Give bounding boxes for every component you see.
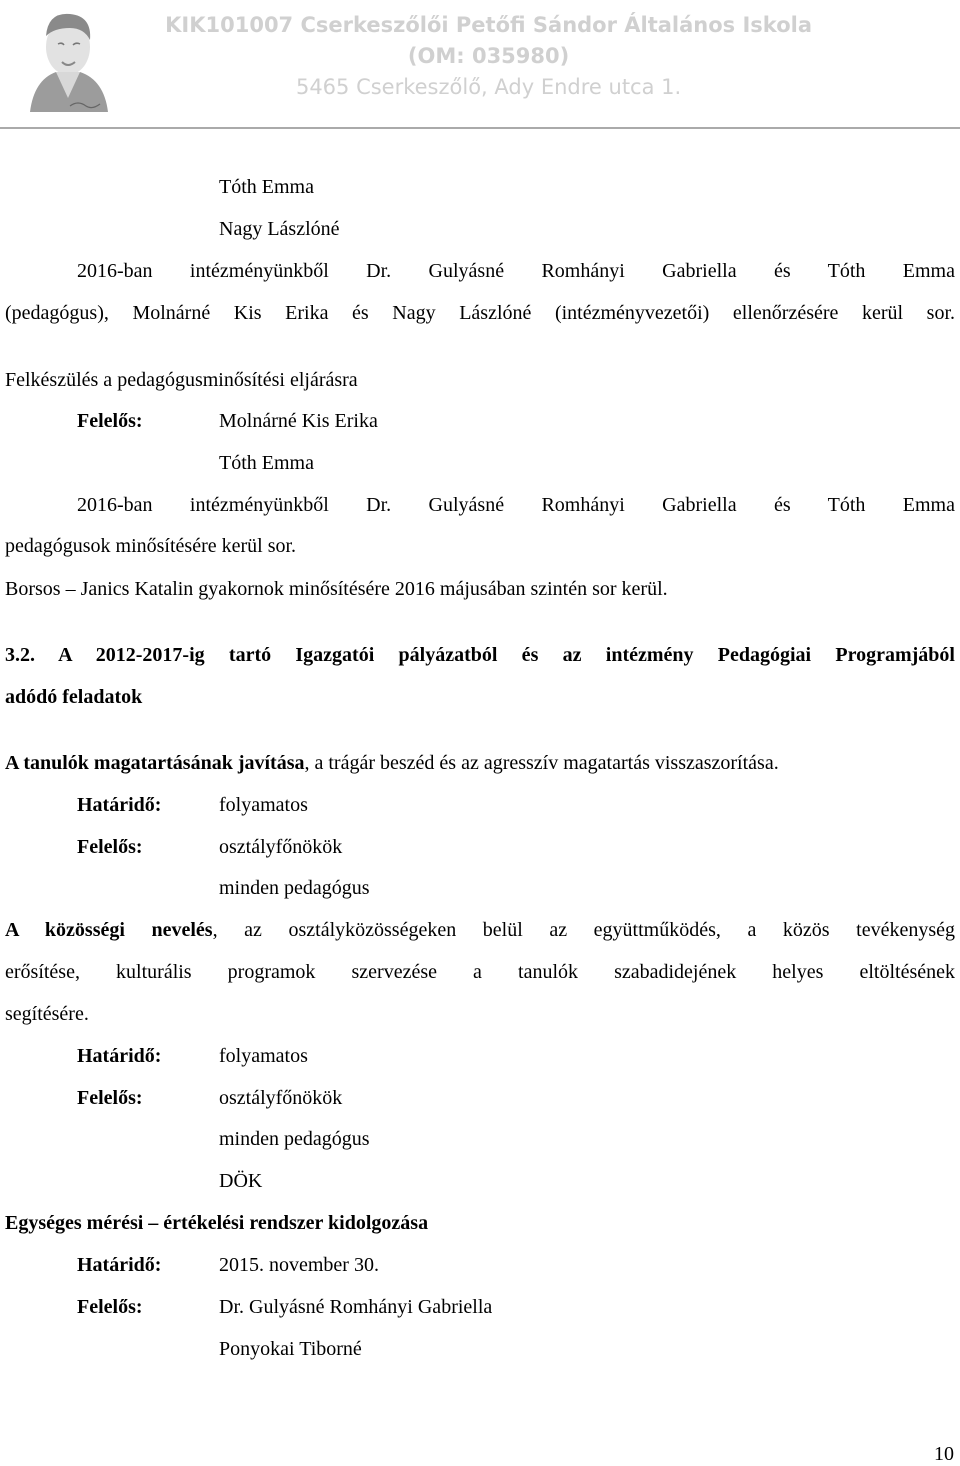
task-title: A tanulók magatartásának javítása, a trágár beszéd és az agresszív magatartás visszaszorítása. (5, 752, 779, 774)
felelos-label: Felelős: (77, 1087, 143, 1109)
paragraph-line: 2016-ban intézményünkből Dr. Gulyásné Romhányi Gabriella és Tóth Emma (77, 494, 955, 516)
page-header (0, 0, 960, 127)
section-heading: 3.2. A 2012-2017-ig tartó Igazgatói pályázatból és az intézmény Pedagógiai Programjából (5, 644, 955, 666)
hatarido-value: 2015. november 30. (219, 1254, 379, 1276)
task-title: Egységes mérési – értékelési rendszer kidolgozása (5, 1212, 429, 1234)
paragraph-line: segítésére. (5, 1003, 89, 1025)
paragraph-line: 2016-ban intézményünkből Dr. Gulyásné Romhányi Gabriella és Tóth Emma (77, 260, 955, 282)
school-name: KIK101007 Cserkeszőlői Petőfi Sándor Általános Iskola (165, 13, 812, 37)
felelos-label: Felelős: (77, 1296, 143, 1318)
school-om-id: (OM: 035980) (407, 44, 570, 68)
felelos-label: Felelős: (77, 836, 143, 858)
felelos-value: Molnárné Kis Erika (219, 410, 378, 432)
felelos-value: Dr. Gulyásné Romhányi Gabriella (219, 1296, 493, 1318)
task-title: A közösségi nevelés, az osztályközösségeken belül az együttműködés, a közös tevékenység (5, 919, 955, 941)
page-number: 10 (934, 1443, 954, 1465)
school-address: 5465 Cserkeszőlő, Ady Endre utca 1. (295, 75, 682, 99)
felelos-value: minden pedagógus (219, 877, 370, 899)
section-heading: adódó feladatok (5, 686, 143, 708)
name-line: Nagy Lászlóné (219, 218, 340, 240)
paragraph-line: erősítése, kulturális programok szervezése a tanulók szabadidejének helyes eltöltésének (5, 961, 955, 983)
felelos-value: minden pedagógus (219, 1128, 370, 1150)
school-header-text (165, 10, 812, 103)
felelos-value: Tóth Emma (219, 452, 314, 474)
paragraph-line: (pedagógus), Molnárné Kis Erika és Nagy Lászlóné (intézményvezetői) ellenőrzésére kerül sor. (5, 302, 955, 324)
felelos-label: Felelős: (77, 410, 143, 432)
felelos-value: Ponyokai Tiborné (219, 1338, 362, 1360)
portrait-engraving (18, 2, 118, 120)
header-divider (0, 127, 960, 129)
felelos-value: osztályfőnökök (219, 1087, 343, 1109)
hatarido-label: Határidő: (77, 794, 162, 816)
hatarido-value: folyamatos (219, 1045, 308, 1067)
hatarido-label: Határidő: (77, 1045, 162, 1067)
felelos-value: DÖK (219, 1170, 263, 1192)
paragraph-line: pedagógusok minősítésére kerül sor. (5, 535, 297, 557)
section-title: Felkészülés a pedagógusminősítési eljárásra (5, 369, 358, 391)
paragraph-line: Borsos – Janics Katalin gyakornok minősítésére 2016 májusában szintén sor kerül. (5, 578, 668, 600)
felelos-value: osztályfőnökök (219, 836, 343, 858)
hatarido-label: Határidő: (77, 1254, 162, 1276)
hatarido-value: folyamatos (219, 794, 308, 816)
name-line: Tóth Emma (219, 176, 314, 198)
